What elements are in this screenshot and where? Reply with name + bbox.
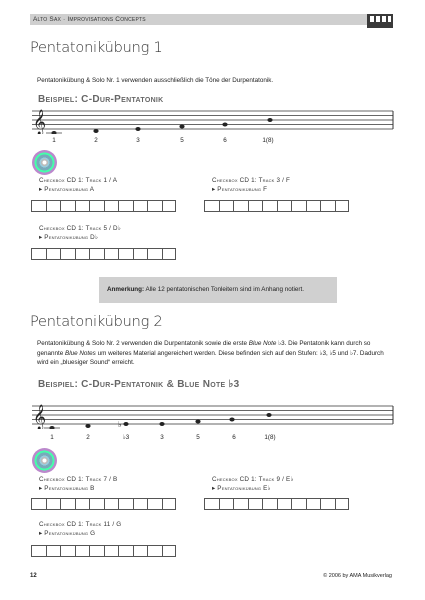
example-1-label: Beispiel: C-Dur-Pentatonik <box>38 94 164 105</box>
practice-checkboxes[interactable] <box>31 200 176 212</box>
degree-number: ♭3 <box>122 434 130 441</box>
practice-checkboxes[interactable] <box>31 248 176 260</box>
running-head: Alto Sax · Improvisations Concepts <box>30 14 392 25</box>
section-1-title: Pentatonikübung 1 <box>30 40 163 56</box>
degree-number: 3 <box>160 434 164 441</box>
degree-number: 6 <box>223 137 227 144</box>
copyright: © 2006 by AMA Musikverlag <box>323 573 392 579</box>
degree-number: 5 <box>180 137 184 144</box>
example-2-label: Beispiel: C-Dur-Pentatonik & Blue Note ♭3 <box>38 379 240 390</box>
degree-numbers-1 <box>0 137 425 146</box>
page-number: 12 <box>30 573 37 579</box>
degree-number: 5 <box>196 434 200 441</box>
checkbox-header: Checkbox CD 1: Track 5 / D♭ ▸ Pentatonikübung D♭ <box>39 225 121 241</box>
practice-checkboxes[interactable] <box>31 545 176 557</box>
svg-text:♭: ♭ <box>118 420 122 429</box>
checkbox-header: Checkbox CD 1: Track 7 / B ▸ Pentatonikübung B <box>39 476 118 492</box>
checkbox-header: Checkbox CD 1: Track 1 / A ▸ Pentatonikübung A <box>39 177 118 193</box>
degree-number: 1 <box>52 137 56 144</box>
cd-icon <box>32 448 57 473</box>
degree-number: 1 <box>50 434 54 441</box>
section-2-intro: Pentatonikübung & Solo Nr. 2 verwenden die Durpentatonik sowie die erste Blue Note ♭3. Die Pentatonik kann durch so genannte Blue Notes um weiteres Material angereichert werden. Diese befinden sich auf den Stufen: ♭3, ♭5 und ♭7. Dadurch wird ein „bluesiger Sound“ erreicht. <box>37 340 384 366</box>
degree-number: 6 <box>232 434 236 441</box>
checkbox-header: Checkbox CD 1: Track 9 / E♭ ▸ Pentatonikübung E♭ <box>212 476 294 492</box>
degree-number: 3 <box>136 137 140 144</box>
publisher-logo <box>367 14 393 28</box>
checkbox-header: Checkbox CD 1: Track 11 / G ▸ Pentatonikübung G <box>39 521 122 537</box>
practice-checkboxes[interactable] <box>204 200 349 212</box>
note-box: Anmerkung: Alle 12 pentatonischen Tonleitern sind im Anhang notiert. <box>99 277 337 303</box>
section-1-intro: Pentatonikübung & Solo Nr. 1 verwenden ausschließlich die Töne der Durpentatonik. <box>37 77 274 84</box>
degree-number: 1(8) <box>264 434 276 441</box>
practice-checkboxes[interactable] <box>204 498 349 510</box>
degree-numbers-2 <box>0 434 425 443</box>
svg-text:𝄞: 𝄞 <box>33 110 47 134</box>
degree-number: 2 <box>86 434 90 441</box>
cd-icon <box>32 150 57 175</box>
staff-2 <box>32 403 395 429</box>
svg-text:𝄞: 𝄞 <box>33 405 47 429</box>
staff-1 <box>32 108 395 134</box>
degree-number: 2 <box>94 137 98 144</box>
checkbox-header: Checkbox CD 1: Track 3 / F ▸ Pentatonikübung F <box>212 177 291 193</box>
practice-checkboxes[interactable] <box>31 498 176 510</box>
degree-number: 1(8) <box>262 137 274 144</box>
section-2-title: Pentatonikübung 2 <box>30 314 163 330</box>
